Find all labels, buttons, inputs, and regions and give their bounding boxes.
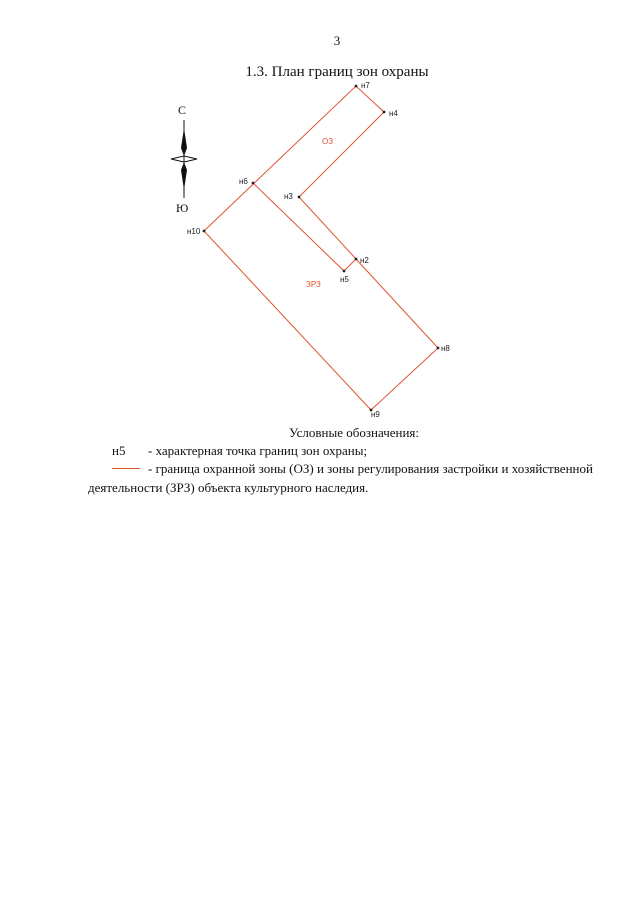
- zone-label-oz: ОЗ: [322, 137, 334, 146]
- point-label-n9: н9: [371, 410, 380, 419]
- point-marker-n2: [355, 258, 358, 261]
- legend-point-text: - характерная точка границ зон охраны;: [148, 443, 368, 458]
- point-label-n6: н6: [239, 177, 248, 186]
- legend-heading: Условные обозначения:: [288, 425, 420, 440]
- point-label-n7: н7: [361, 81, 370, 90]
- point-label-n5: н5: [340, 275, 349, 284]
- point-marker-n5: [343, 270, 346, 273]
- legend-line-text: - граница охранной зоны (ОЗ) и зоны регулирования застройки и хозяйственной: [148, 461, 593, 476]
- point-label-n4: н4: [389, 109, 398, 118]
- outer-boundary-line: [204, 86, 438, 410]
- zone-label-zrz: ЗРЗ: [306, 280, 321, 289]
- point-marker-n8: [437, 347, 440, 350]
- point-label-n3: н3: [284, 192, 293, 201]
- point-marker-n4: [383, 111, 386, 114]
- legend-point-key: н5: [112, 443, 126, 458]
- point-marker-n7: [355, 85, 358, 88]
- zone-division-line: [253, 183, 356, 271]
- zone-boundaries: [204, 86, 438, 410]
- point-label-n2: н2: [360, 256, 369, 265]
- compass-south-label: Ю: [176, 201, 189, 215]
- point-label-n10: н10: [187, 227, 201, 236]
- point-marker-n6: [252, 182, 255, 185]
- boundary-points: [203, 85, 440, 412]
- legend-row-line: [112, 458, 593, 479]
- legend-line-text-cont: деятельности (ЗРЗ) объекта культурного наследия.: [88, 480, 369, 495]
- point-marker-n3: [298, 196, 301, 199]
- legend-line-swatch: [112, 468, 140, 469]
- point-marker-n10: [203, 230, 206, 233]
- compass-north-label: С: [178, 103, 187, 117]
- point-label-n8: н8: [441, 344, 450, 353]
- page-number: 3: [333, 33, 341, 48]
- page-title: 1.3. План границ зон охраны: [245, 64, 429, 80]
- north-arrow-icon: [171, 120, 197, 198]
